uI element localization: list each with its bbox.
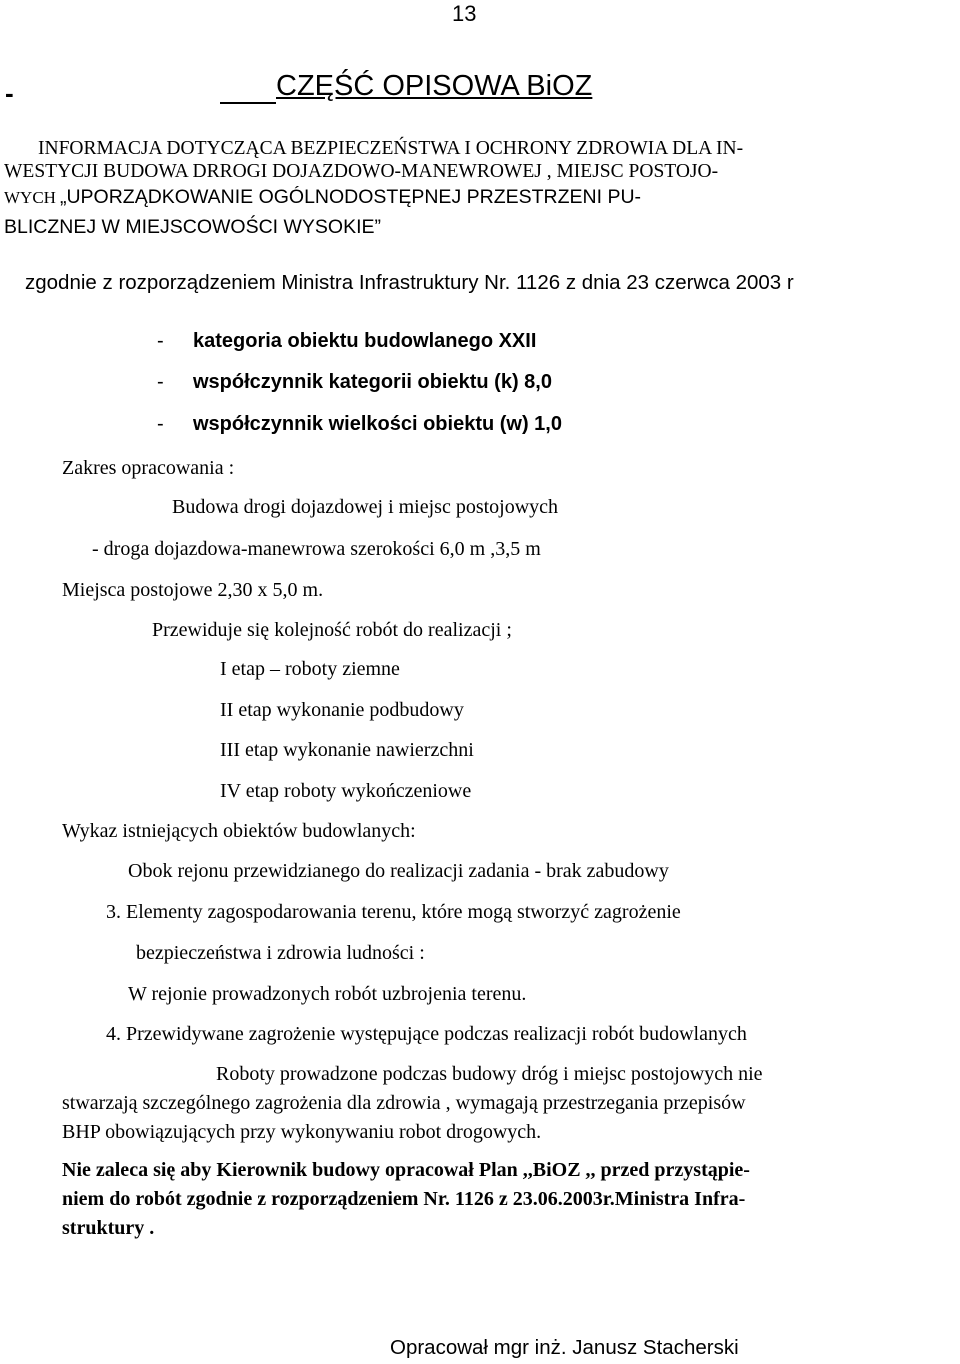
info-title-line-3-prefix: WYCH: [4, 188, 56, 207]
info-title-line-3: [4, 186, 641, 209]
signature: Opracował mgr inż. Janusz Stacherski: [390, 1336, 739, 1359]
page-number: 13: [452, 1, 477, 26]
info-title-line-2: WESTYCJI BUDOWA DRROGI DOJAZDOWO-MANEWROWEJ , MIEJSC POSTOJO-: [4, 161, 719, 182]
category-dash-1: -: [157, 330, 164, 352]
existing-text: Obok rejonu przewidzianego do realizacji zadania - brak zabudowy: [128, 860, 669, 882]
info-title-line-1: INFORMACJA DOTYCZĄCA BEZPIECZEŃSTWA I OCHRONY ZDROWIA DLA IN-: [38, 138, 744, 159]
conclusion-line-2: niem do robót zgodnie z rozporządzeniem Nr. 1126 z 23.06.2003r.Ministra Infra-: [62, 1188, 746, 1210]
category-dash-3: -: [157, 413, 164, 435]
stage-3: III etap wykonanie nawierzchni: [220, 739, 474, 761]
page-title: CZĘŚĆ OPISOWA BiOZ: [276, 70, 593, 102]
scope-line-2: - droga dojazdowa-manewrowa szerokości 6,0 m ,3,5 m: [92, 538, 541, 560]
section4-para-3: BHP obowiązujących przy wykonywaniu robot drogowych.: [62, 1121, 542, 1143]
category-item-1: kategoria obiektu budowlanego XXII: [193, 330, 537, 352]
category-item-3: współczynnik wielkości obiektu (w) 1,0: [193, 413, 562, 435]
category-item-2: współczynnik kategorii obiektu (k) 8,0: [193, 371, 552, 393]
scope-label: Zakres opracowania :: [62, 457, 235, 479]
stage-2: II etap wykonanie podbudowy: [220, 699, 464, 721]
existing-label: Wykaz istniejących obiektów budowlanych:: [62, 820, 416, 842]
scope-line-3: Miejsca postojowe 2,30 x 5,0 m.: [62, 579, 324, 601]
stage-4: IV etap roboty wykończeniowe: [220, 780, 472, 802]
section3-line-3: W rejonie prowadzonych robót uzbrojenia terenu.: [128, 983, 527, 1005]
info-title-line-4: BLICZNEJ W MIEJSCOWOŚCI WYSOKIE”: [4, 216, 382, 238]
category-dash-2: -: [157, 371, 164, 393]
section4-para-2: stwarzają szczególnego zagrożenia dla zdrowia , wymagają przestrzegania przepisów: [62, 1092, 746, 1114]
section3-line-2: bezpieczeństwa i zdrowia ludności :: [136, 942, 425, 964]
regulation-line: zgodnie z rozporządzeniem Ministra Infrastruktury Nr. 1126 z dnia 23 czerwca 2003 r: [25, 271, 794, 294]
leading-dash: -: [5, 78, 14, 108]
section3-line-1: 3. Elementy zagospodarowania terenu, które mogą stworzyć zagrożenie: [106, 901, 681, 923]
scope-line-1: Budowa drogi dojazdowej i miejsc postojowych: [172, 496, 559, 518]
heading-underline-lead: [220, 102, 276, 104]
info-title-line-3-bold: „UPORZĄDKOWANIE OGÓLNODOSTĘPNEJ PRZESTRZENI PU-: [59, 186, 642, 208]
conclusion-line-1: Nie zaleca się aby Kierownik budowy opracował Plan ,,BiOZ ,, przed przystąpie-: [62, 1159, 750, 1181]
section4-line-1: 4. Przewidywane zagrożenie występujące podczas realizacji robót budowlanych: [106, 1023, 747, 1045]
stages-intro: Przewiduje się kolejność robót do realizacji ;: [152, 619, 512, 641]
stage-1: I etap – roboty ziemne: [220, 658, 400, 680]
section4-para-1: Roboty prowadzone podczas budowy dróg i miejsc postojowych nie: [216, 1063, 763, 1085]
conclusion-line-3: struktury .: [62, 1217, 155, 1239]
